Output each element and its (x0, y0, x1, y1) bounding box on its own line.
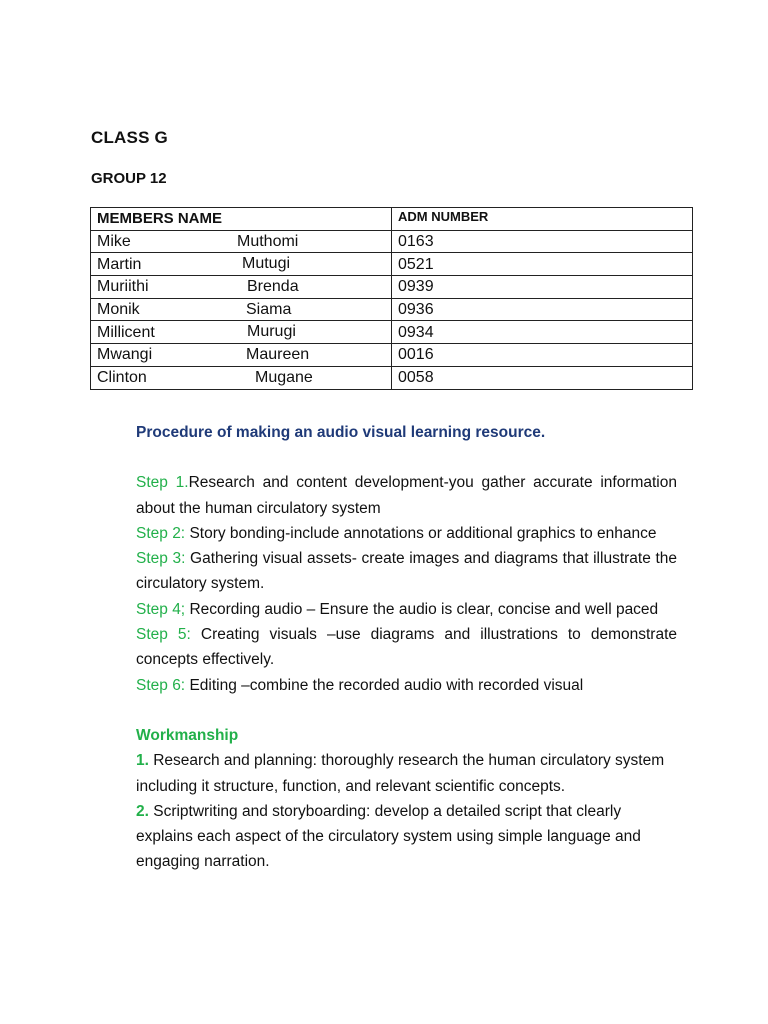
member-name-cell (91, 298, 392, 321)
member-first-name: Monik (97, 301, 140, 319)
member-first-name: Martin (97, 255, 142, 273)
adm-number-cell: 0936 (392, 298, 693, 321)
procedure-step (136, 597, 677, 622)
step-text: Creating visuals –use diagrams and illustrations to demonstrate concepts effectively. (136, 626, 677, 669)
member-last-name: Murugi (247, 323, 296, 341)
step-label: Step 3: (136, 550, 191, 568)
member-name-cell (91, 276, 392, 299)
table-row (91, 321, 693, 344)
main-content (136, 420, 677, 875)
procedure-heading: Procedure of making an audio visual learning resource. (136, 424, 546, 441)
member-last-name: Siama (246, 300, 292, 318)
procedure-step (136, 546, 677, 597)
member-last-name: Maureen (246, 346, 310, 364)
table-row (91, 253, 693, 276)
step-text: Editing –combine the recorded audio with recorded visual (189, 676, 584, 694)
item-text: Scriptwriting and storyboarding: develop a detailed script that clearly explains each aspect of the circulatory system using simple language and engaging narration. (136, 802, 641, 871)
item-number: 2. (136, 802, 154, 820)
step-text: Research and content development-you gather accurate information about the human circulatory system (136, 474, 677, 517)
members-name-header: MEMBERS NAME (91, 208, 392, 231)
member-name-cell (91, 230, 392, 253)
step-label: Step 6: (136, 676, 190, 694)
item-number: 1. (136, 752, 154, 770)
step-label: Step 5: (136, 626, 201, 644)
table-row (91, 366, 693, 389)
procedure-step (136, 470, 677, 521)
member-first-name: Muriithi (97, 278, 149, 296)
member-last-name: Muthomi (237, 232, 299, 250)
group-title: GROUP 12 (91, 170, 167, 187)
member-first-name: Clinton (97, 369, 147, 387)
table-row (91, 298, 693, 321)
member-name-cell (91, 366, 392, 389)
member-last-name: Brenda (247, 278, 299, 296)
procedure-step (136, 673, 677, 698)
adm-number-cell: 0058 (392, 366, 693, 389)
adm-number-cell: 0939 (392, 276, 693, 299)
adm-number-cell: 0016 (392, 344, 693, 367)
step-label: Step 4; (136, 600, 190, 618)
step-label: Step 1. (136, 474, 189, 492)
member-first-name: Mike (97, 233, 131, 251)
member-first-name: Mwangi (97, 346, 153, 364)
member-name-cell (91, 253, 392, 276)
member-last-name: Mugane (255, 368, 313, 386)
step-label: Step 2: (136, 524, 190, 542)
table-header-row (91, 208, 693, 231)
item-text: Research and planning: thoroughly research the human circulatory system including it structure, function, and relevant scientific concepts. (136, 752, 665, 795)
table-row (91, 344, 693, 367)
adm-number-header: ADM NUMBER (392, 208, 693, 231)
adm-number-cell: 0163 (392, 230, 693, 253)
step-text: Gathering visual assets- create images and diagrams that illustrate the circulatory system. (136, 550, 677, 593)
member-name-cell (91, 321, 392, 344)
procedure-step (136, 521, 677, 546)
workmanship-item (136, 799, 677, 875)
table-row (91, 276, 693, 299)
members-table (90, 207, 693, 390)
member-last-name: Mutugi (242, 255, 291, 273)
step-text: Recording audio – Ensure the audio is clear, concise and well paced (189, 600, 659, 618)
member-first-name: Millicent (97, 323, 155, 341)
step-text: Story bonding-include annotations or additional graphics to enhance (189, 524, 657, 542)
adm-number-cell: 0521 (392, 253, 693, 276)
adm-number-cell: 0934 (392, 321, 693, 344)
workmanship-heading: Workmanship (136, 726, 239, 744)
member-name-cell (91, 344, 392, 367)
procedure-step (136, 622, 677, 673)
class-title: CLASS G (91, 128, 168, 147)
workmanship-item (136, 748, 677, 799)
table-row (91, 230, 693, 253)
